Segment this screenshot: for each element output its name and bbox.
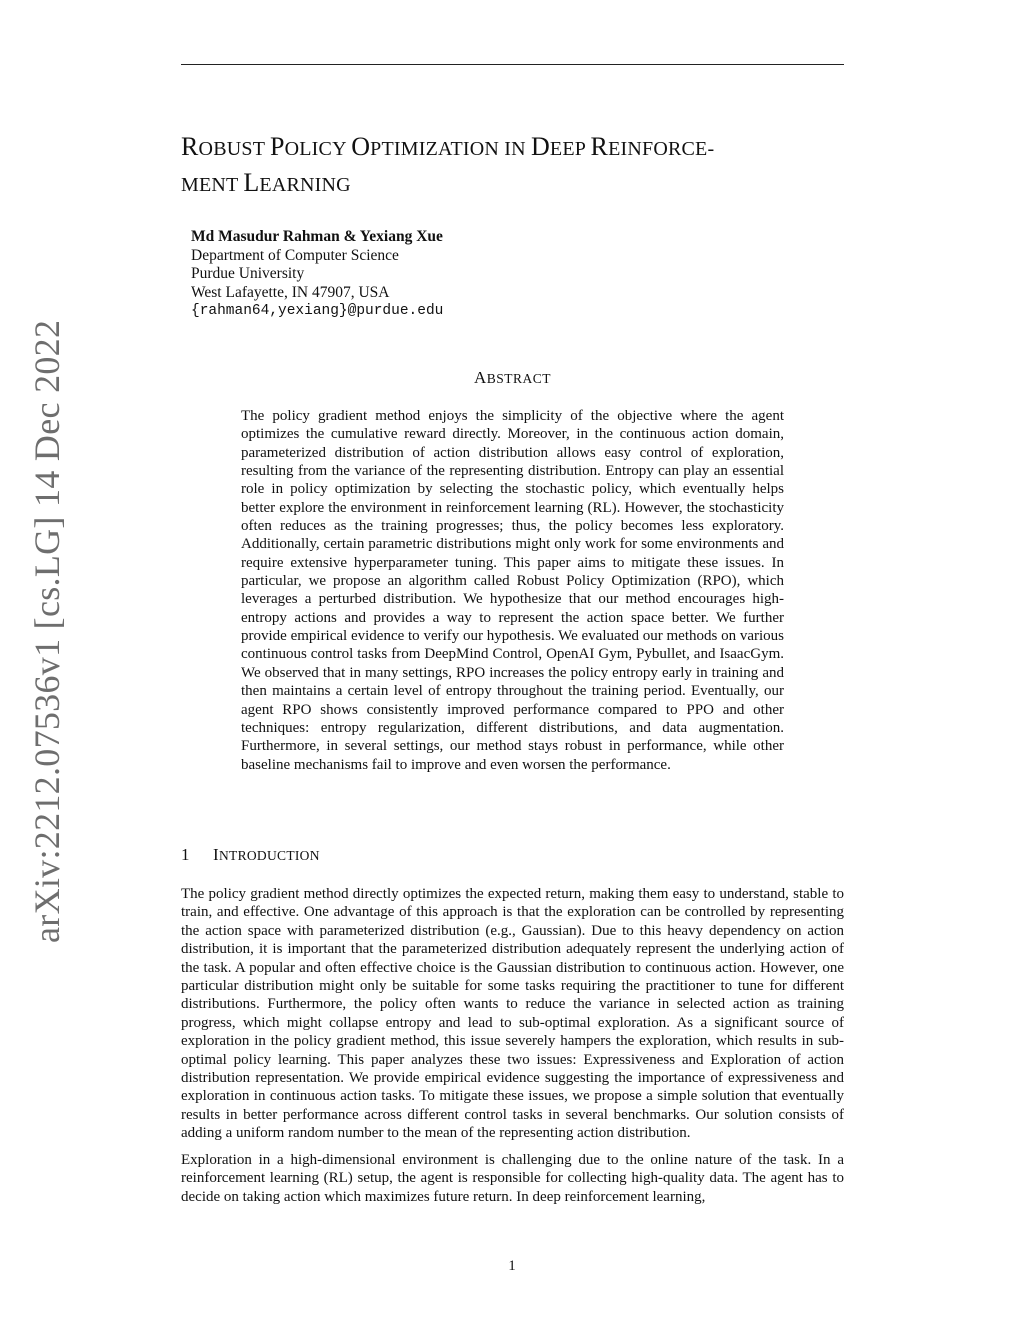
page-number: 1 xyxy=(508,1258,516,1274)
author-names: Md Masudur Rahman & Yexiang Xue xyxy=(191,228,443,245)
author-university: Purdue University xyxy=(191,265,305,283)
title-line-1: ROBUST POLICY OPTIMIZATION IN DEEP REINFORCE- xyxy=(181,132,715,161)
introduction-paragraph: The policy gradient method directly optimizes the expected return, making them easy to understand, stable to train, and effective. One advantage of this approach is that the exploration can be controlled by representing the action space with parameterized distribution (e.g., Gaussian). Due to this heavy dependency on action distribution, it is important that the parameterized distribution adequately represent the underlying action of the task. A popular and often effective choice is the Gaussian distribution to continuous action. However, one particular distribution might only be suitable for some tasks requiring the practitioner to tune for different distributions. Furthermore, the policy often wants to reduce the variance in selected action as training progress, which might collapse entropy and lead to sub-optimal exploration. As a significant source of exploration in the policy gradient method, this issue severely hampers the exploration, which results in sub-optimal policy learning. This paper analyzes these two issues: Expressiveness and Exploration of action distribution representation. We provide empirical evidence suggesting the importance of expressiveness and exploration in continuous action tasks. To mitigate these issues, we propose a simple solution that eventually results in better performance across different control tasks in several benchmarks. Our solution consists of adding a uniform random number to the mean of the representing action distribution. xyxy=(181,886,844,1142)
top-rule xyxy=(181,64,844,65)
introduction-body xyxy=(181,885,844,1214)
paper-title xyxy=(181,130,861,202)
author-department: Department of Computer Science xyxy=(191,246,399,264)
arxiv-identifier: arXiv:2212.07536v1 [cs.LG] 14 Dec 2022 xyxy=(27,319,67,943)
author-email[interactable]: {rahman64,yexiang}@purdue.edu xyxy=(191,303,444,320)
author-block xyxy=(191,228,691,321)
title-line-2: MENT LEARNING xyxy=(181,168,351,197)
abstract-heading: ABSTRACT xyxy=(473,368,552,387)
introduction-paragraph: Exploration in a high-dimensional environment is challenging due to the online nature of the task. In a reinforcement learning (RL) setup, the agent is responsible for collecting high-quality data. The agent has to decide on taking action which maximizes future return. In deep reinforcement learning, xyxy=(181,1151,844,1205)
section-heading-introduction: 1 INTRODUCTION xyxy=(181,845,320,864)
author-address: West Lafayette, IN 47907, USA xyxy=(191,283,390,301)
abstract-text: The policy gradient method enjoys the simplicity of the objective where the agent optimizes the cumulative reward directly. Moreover, in the continuous action domain, parameterized distribution of action distribution allows easy control of exploration, resulting from the variance of the representing distribution. Entropy can play an essential role in policy optimization by selecting the stochastic policy, which eventually helps better explore the environment in reinforcement learning (RL). However, the stochasticity often reduces as the training progresses; thus, the policy becomes less exploratory. Additionally, certain parametric distributions might only work for some environments and require extensive hyperparameter tuning. This paper aims to mitigate these issues. In particular, we propose an algorithm called Robust Policy Optimization (RPO), which leverages a perturbed distribution. We hypothesize that our method encourages high-entropy actions and provides a way to represent the action space better. We further provide empirical evidence to verify our hypothesis. We evaluated our methods on various continuous control tasks from DeepMind Control, OpenAI Gym, Pybullet, and IsaacGym. We observed that in many settings, RPO increases the policy entropy early in training and then maintains a certain level of entropy throughout the training period. Eventually, our agent RPO shows consistently improved performance compared to PPO and other techniques: entropy regularization, different distributions, and data augmentation. Furthermore, in several settings, our method stays robust in performance, while other baseline mechanisms fail to improve and even worsen the performance. xyxy=(241,408,784,773)
section-number: 1 xyxy=(181,845,190,864)
